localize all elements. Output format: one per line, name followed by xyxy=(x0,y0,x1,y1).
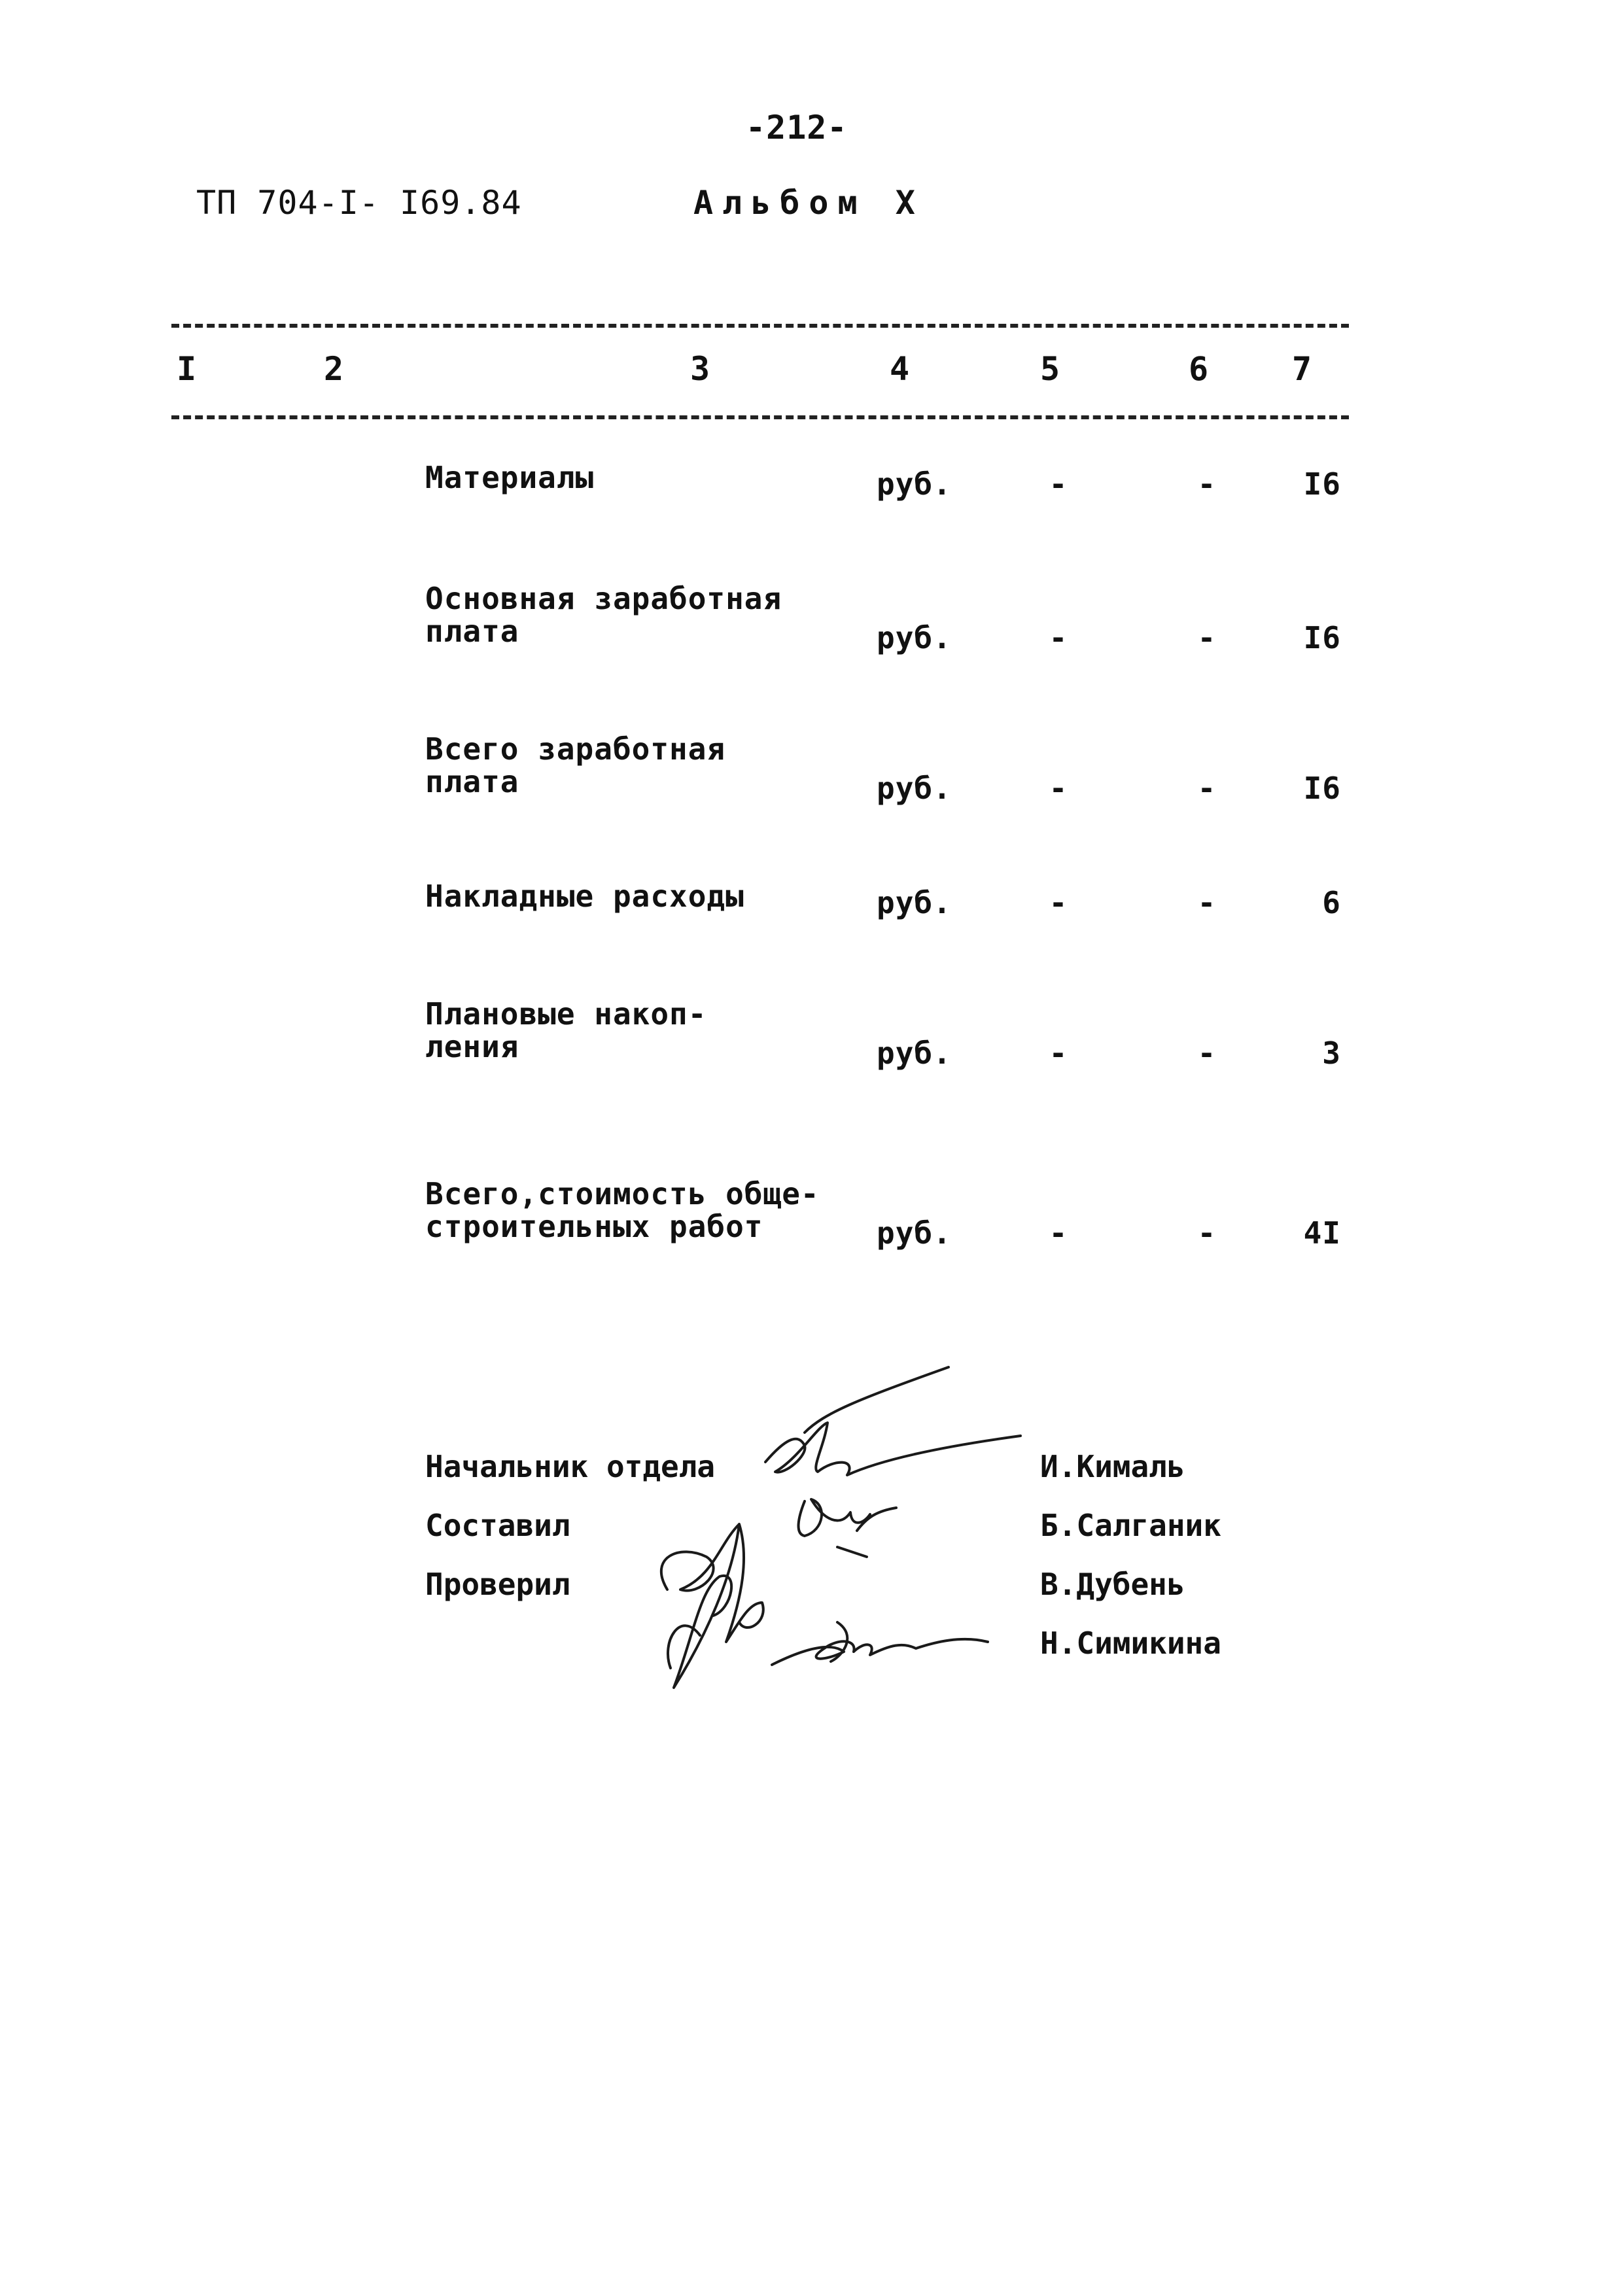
row-col6: - xyxy=(1197,771,1217,806)
signoff-role-checked: Проверил xyxy=(425,1567,570,1602)
signoff-role-compiled: Составил xyxy=(425,1508,570,1543)
row-col5: - xyxy=(1049,1035,1068,1071)
row-col7: I6 xyxy=(1303,466,1341,502)
table-row xyxy=(0,461,1623,500)
page-number: -212- xyxy=(746,109,848,147)
row-col7: I6 xyxy=(1303,771,1341,806)
column-number-2: 2 xyxy=(324,350,344,388)
row-col6: - xyxy=(1197,1035,1217,1071)
row-unit: руб. xyxy=(877,620,952,655)
row-col7: I6 xyxy=(1303,620,1341,655)
table-row xyxy=(0,733,1623,805)
signature-1 xyxy=(765,1423,1021,1475)
row-unit: руб. xyxy=(877,466,952,502)
table-header-rule xyxy=(171,415,1349,419)
column-number-4: 4 xyxy=(890,350,910,388)
row-name: Плановые накоп- ления xyxy=(425,996,707,1064)
row-unit: руб. xyxy=(877,885,952,920)
row-col6: - xyxy=(1197,885,1217,920)
row-col5: - xyxy=(1049,1215,1068,1251)
row-name: Основная заработная плата xyxy=(425,581,782,649)
column-number-1: I xyxy=(177,350,197,388)
table-row xyxy=(0,880,1623,919)
signoff-name-1: И.Кималь xyxy=(1040,1449,1185,1484)
column-number-5: 5 xyxy=(1040,350,1060,388)
document-code: ТП 704-I- I69.84 xyxy=(196,184,522,222)
row-col5: - xyxy=(1049,620,1068,655)
column-number-3: 3 xyxy=(690,350,710,388)
signature-3 xyxy=(661,1524,763,1688)
row-col5: - xyxy=(1049,771,1068,806)
album-label: Альбом X xyxy=(693,184,924,222)
row-name: Накладные расходы xyxy=(425,878,744,914)
signature-4 xyxy=(772,1639,988,1665)
row-col6: - xyxy=(1197,1215,1217,1251)
row-col5: - xyxy=(1049,466,1068,502)
column-number-7: 7 xyxy=(1292,350,1312,388)
row-name: Всего заработная плата xyxy=(425,731,726,799)
row-name: Материалы xyxy=(425,460,595,495)
row-col7: 4I xyxy=(1303,1215,1341,1251)
row-unit: руб. xyxy=(877,1215,952,1251)
row-col6: - xyxy=(1197,466,1217,502)
signoff-name-4: Н.Симикина xyxy=(1040,1626,1221,1661)
row-col7: 3 xyxy=(1322,1035,1341,1071)
signoff-name-2: Б.Салганик xyxy=(1040,1508,1221,1543)
signoff-role-head: Начальник отдела xyxy=(425,1449,716,1484)
row-col6: - xyxy=(1197,620,1217,655)
row-unit: руб. xyxy=(877,1035,952,1071)
table-row xyxy=(0,998,1623,1070)
table-row xyxy=(0,1177,1623,1249)
row-name: Всего,стоимость обще- строительных работ xyxy=(425,1176,820,1244)
signoff-name-3: В.Дубень xyxy=(1040,1567,1185,1602)
row-unit: руб. xyxy=(877,771,952,806)
signature-2 xyxy=(799,1499,896,1557)
table-row xyxy=(0,582,1623,654)
handwritten-signatures xyxy=(608,1361,1053,1727)
column-number-6: 6 xyxy=(1189,350,1209,388)
table-top-rule xyxy=(171,324,1349,328)
row-col5: - xyxy=(1049,885,1068,920)
row-col7: 6 xyxy=(1322,885,1341,920)
